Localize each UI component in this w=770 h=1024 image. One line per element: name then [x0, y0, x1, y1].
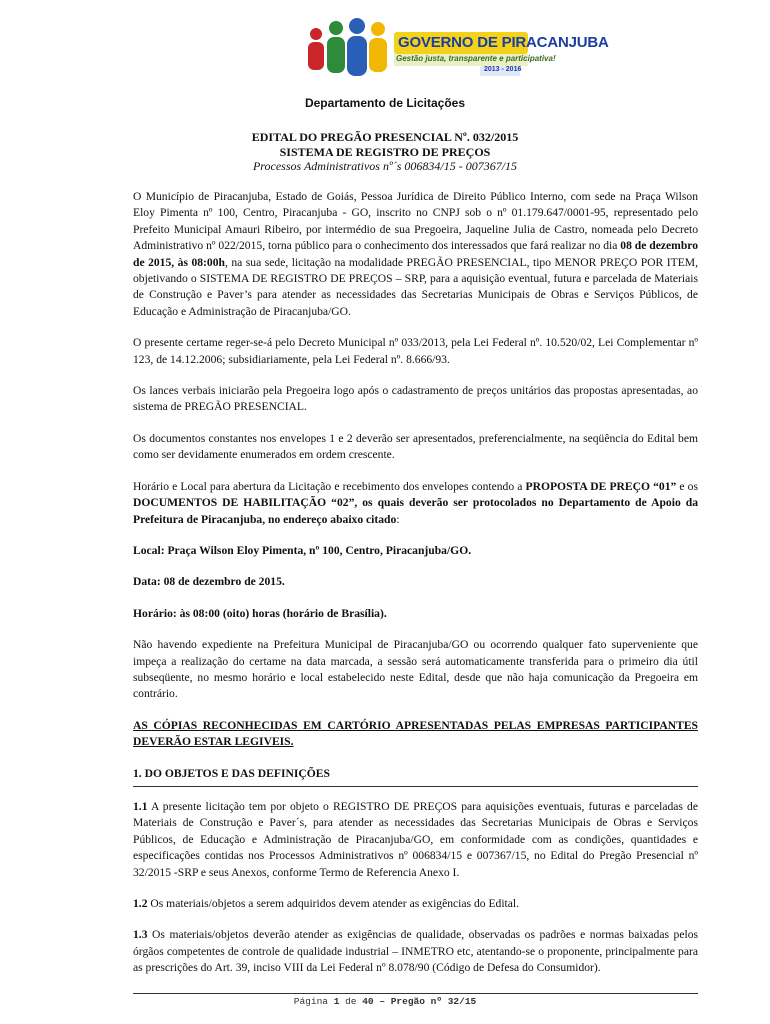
footer-pregao: – Pregão nº 32/15 — [379, 996, 477, 1007]
paragraph-intro — [133, 189, 698, 320]
footer-divider — [133, 993, 698, 994]
item-1-1-number: 1.1 — [133, 799, 148, 813]
horario-line — [133, 606, 698, 622]
local-line — [133, 543, 698, 559]
processos-subtitle: Processos Administrativos nº´s 006834/15 - 007367/15 — [252, 159, 518, 173]
logo-years: 2013 - 2016 — [484, 66, 522, 73]
edital-title: EDITAL DO PREGÃO PRESENCIAL Nº. 032/2015 — [251, 130, 519, 144]
intro-text-a: O Município de Piracanjuba, Estado de Goiás, Pessoa Jurídica de Direito Público Interno, com sede na Praça Wilson Eloy Pimenta nº 100, Centro, Piracanjuba - GO, inscrito no CNPJ sob o nº 01.179.647/0001-95, representado pelo Prefeito Municipal Amauri Ribeiro, por intermédio de sua Pregoeira, Jaqueline Julia de Castro, nomeada pelo Decreto Administrativo nº 022/2015, torna público para o conhecimento dos interessados que fará realizar no dia — [133, 190, 698, 253]
item-1-1-text: A presente licitação tem por objeto o REGISTRO DE PREÇOS para aquisições eventuais, futuras e parceladas de Materiais de Construção e Paver´s, para atender as necessidades das Secretarias Municipais de Obras e Serviços Públicos, de Educação e Administração de Piracanjuba/GO, em conformidade com as condições, quantidades e especificações contidas nos Processos Administrativos nº 006834/15 e 007367/15, no Edital do Pregão Presencial nº 32/2015 -SRP e seus Anexos, conforme Termo de Referencia Anexo I. — [133, 799, 698, 879]
habilitacao-label: DOCUMENTOS DE HABILITAÇÃO “02”, os quais deverão ser protocolados no Departamento de Apoio da Prefeitura de Piracanjuba, no endereço abaixo citado — [133, 496, 698, 526]
intro-date: 08 de dezembro de 2015, às 08:00h — [133, 239, 699, 269]
copias-text: AS CÓPIAS RECONHECIDAS EM CARTÓRIO APRESENTADAS PELAS EMPRESAS PARTICIPANTES DEVERÃO ESTAR LEGIVEIS. — [133, 718, 698, 749]
data-line — [133, 574, 698, 590]
item-1-2-number: 1.2 — [133, 897, 148, 910]
footer-pagina-label: Página — [293, 996, 328, 1007]
document-body — [133, 189, 698, 992]
logo-title: GOVERNO DE PIRACANJUBA — [398, 34, 609, 51]
page-footer — [0, 996, 770, 1007]
horario-text: Horário: às 08:00 (oito) horas (horário de Brasília). — [133, 606, 387, 620]
paragraph-documentos: Os documentos constantes nos envelopes 1 e 2 deverão ser apresentados, preferencialmente, na seqüência do Edital bem como ser devidamente enumerados em ordem crescente. — [133, 431, 698, 462]
footer-de-label: de — [345, 996, 357, 1007]
copias-notice — [133, 718, 698, 751]
paragraph-lances: Os lances verbais iniciarão pela Pregoeira logo após o cadastramento de preços unitários das propostas apresentadas, ao sistema de PREGÃO PRESENCIAL. — [133, 384, 698, 414]
horario-text-a: Horário e Local para abertura da Licitação e recebimento dos envelopes contendo a — [133, 479, 526, 493]
paragraph-expediente: Não havendo expediente na Prefeitura Municipal de Piracanjuba/GO ou ocorrendo qualquer fato superveniente que impeça a realização do certame na data marcada, a sessão será automaticamente transferida para o primeiro dia útil subseqüente, no mesmo horário e local estabelecido neste Edital, desde que não haja comunicação da Pregoeira em contrário. — [133, 638, 698, 701]
item-1-1 — [133, 799, 698, 881]
proposta-label: PROPOSTA DE PREÇO “01” — [525, 479, 677, 493]
item-1-2-text: Os materiais/objetos a serem adquiridos devem atender as exigências do Edital. — [147, 897, 520, 910]
item-1-3-number: 1.3 — [133, 928, 148, 942]
footer-page-number: 1 — [333, 996, 340, 1007]
paragraph-legal: O presente certame reger-se-á pelo Decreto Municipal nº 033/2013, pela Lei Federal nº. 10.520/02, Lei Complementar nº 123, de 14.12.2006; subsidiariamente, pela Lei Federal nº. 8.666/93. — [133, 336, 698, 366]
horario-text-c: e os — [676, 479, 698, 493]
department-heading: Departamento de Licitações — [304, 96, 466, 110]
footer-total-pages: 40 — [362, 996, 374, 1007]
item-1-2 — [133, 896, 698, 912]
data-text: Data: 08 de dezembro de 2015. — [133, 575, 285, 589]
intro-text-c: , na sua sede, licitação na modalidade PREGÃO PRESENCIAL, tipo MENOR PREÇO POR ITEM, objetivando o SISTEMA DE REGISTRO DE PREÇOS – SRP, para a aquisição eventual, futura e parcelada de Materiais de Construção e Paver’s para atender as necessidades das Secretarias Municipais de Obras e Serviços Públicos, de Educação e Administração de Piracanjuba/GO. — [133, 255, 698, 318]
logo-subtitle: Gestão justa, transparente e participativa! — [396, 54, 556, 63]
local-text: Local: Praça Wilson Eloy Pimenta, nº 100, Centro, Piracanjuba/GO. — [133, 543, 472, 557]
sistema-title: SISTEMA DE REGISTRO DE PREÇOS — [279, 145, 491, 159]
section-1-title: 1. DO OBJETOS E DAS DEFINIÇÕES — [133, 766, 698, 787]
horario-text-e: : — [396, 512, 400, 526]
item-1-3-text: Os materiais/objetos deverão atender as exigências de qualidade, observadas os padrões e normas baixadas pelos órgãos competentes de controle de qualidade industrial – INMETRO etc, atentando-se o proponente, principalmente para as prescrições do Art. 39, inciso VIII da Lei Federal nº 8.078/90 (Código de Defesa do Consumidor). — [133, 928, 698, 975]
paragraph-horario-local — [133, 479, 698, 528]
item-1-3 — [133, 927, 698, 976]
